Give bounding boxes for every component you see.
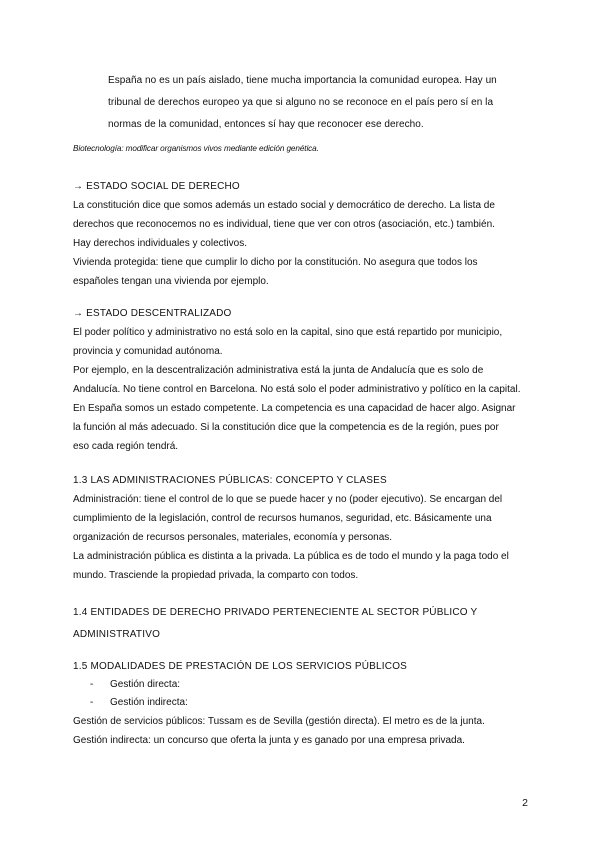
section-heading: → ESTADO DESCENTRALIZADO bbox=[73, 308, 232, 319]
biotech-note: Biotecnología: modificar organismos vivos mediante edición genética. bbox=[73, 144, 319, 153]
body-line: mundo. Trasciende la propiedad privada, la comparto con todos. bbox=[73, 570, 359, 581]
body-line: Por ejemplo, en la descentralización administrativa está la junta de Andalucía que es solo de bbox=[73, 365, 484, 376]
intro-line: normas de la comunidad, entonces sí hay que reconocer ese derecho. bbox=[108, 119, 424, 130]
list-item-text: Gestión directa: bbox=[110, 679, 181, 690]
section-estado-social bbox=[73, 177, 543, 291]
section-modalidades-prestacion bbox=[73, 657, 543, 750]
section-entidades-derecho-privado bbox=[73, 602, 543, 646]
body-line: cumplimiento de la legislación, control de recursos humanos, seguridad, etc. Básicamente una bbox=[73, 513, 492, 524]
section-administraciones-publicas bbox=[73, 471, 543, 585]
body-line: organización de recursos personales, materiales, economía y personas. bbox=[73, 532, 393, 543]
list-item bbox=[73, 694, 543, 712]
page-number: 2 bbox=[522, 797, 528, 809]
body-line: eso cada región tendrá. bbox=[73, 441, 179, 452]
body-line: Hay derechos individuales y colectivos. bbox=[73, 238, 247, 249]
section-heading: 1.3 LAS ADMINISTRACIONES PÚBLICAS: CONCEPTO Y CLASES bbox=[73, 475, 387, 486]
bullet-dash: - bbox=[90, 679, 94, 690]
body-line: provincia y comunidad autónoma. bbox=[73, 346, 223, 357]
body-line: derechos que reconocemos no es individual, tiene que ver con otros (asociación, etc.) también. bbox=[73, 219, 495, 230]
section-estado-descentralizado bbox=[73, 304, 543, 456]
body-line: La constitución dice que somos además un estado social y democrático de derecho. La lista de bbox=[73, 200, 495, 211]
body-line: Gestión de servicios públicos: Tussam es de Sevilla (gestión directa). El metro es de la junta. bbox=[73, 716, 485, 727]
bullet-dash: - bbox=[90, 697, 94, 708]
body-line: La administración pública es distinta a la privada. La pública es de todo el mundo y la paga todo el bbox=[73, 551, 509, 562]
section-heading: → ESTADO SOCIAL DE DERECHO bbox=[73, 181, 240, 192]
section-heading: 1.5 MODALIDADES DE PRESTACIÓN DE LOS SERVICIOS PÚBLICOS bbox=[73, 661, 408, 672]
body-line: Gestión indirecta: un concurso que oferta la junta y es ganado por una empresa privada. bbox=[73, 735, 465, 746]
section-heading-continued: ADMINISTRATIVO bbox=[73, 629, 161, 640]
body-line: la función al más adecuado. Si la constitución dice que la competencia es de la región, pues por bbox=[73, 422, 499, 433]
bullet-list bbox=[73, 676, 543, 712]
list-item-text: Gestión indirecta: bbox=[110, 697, 188, 708]
body-line: Administración: tiene el control de lo que se puede hacer y no (poder ejecutivo). Se encargan del bbox=[73, 494, 503, 505]
body-line: El poder político y administrativo no está solo en la capital, sino que está repartido por municipio, bbox=[73, 327, 503, 338]
intro-line: España no es un país aislado, tiene mucha importancia la comunidad europea. Hay un bbox=[108, 75, 497, 86]
body-line: Andalucía. No tiene control en Barcelona. No está solo el poder administrativo y político en la capital. bbox=[73, 384, 521, 395]
body-line: españoles tengan una vivienda por ejemplo. bbox=[73, 276, 269, 287]
body-line: Vivienda protegida: tiene que cumplir lo dicho por la constitución. No asegura que todos los bbox=[73, 257, 478, 268]
intro-paragraph bbox=[108, 70, 528, 136]
section-heading: 1.4 ENTIDADES DE DERECHO PRIVADO PERTENECIENTE AL SECTOR PÚBLICO Y bbox=[73, 607, 478, 618]
body-line: En España somos un estado competente. La competencia es una capacidad de hacer algo. Asignar bbox=[73, 403, 516, 414]
list-item bbox=[73, 676, 543, 694]
intro-line: tribunal de derechos europeo ya que si alguno no se reconoce en el país pero sí en la bbox=[108, 97, 494, 108]
